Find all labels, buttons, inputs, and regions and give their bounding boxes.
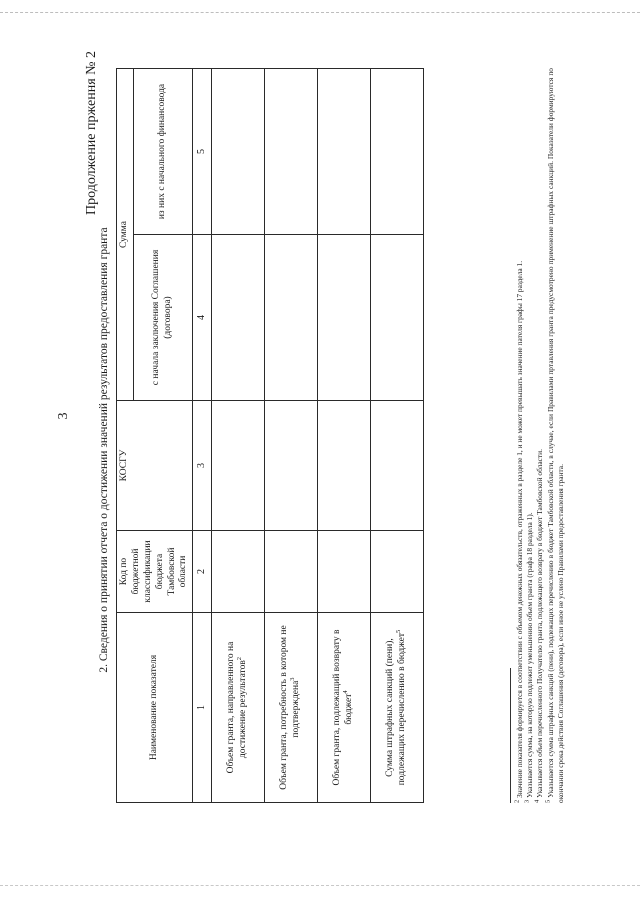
table-cell (265, 69, 318, 235)
table-row (371, 69, 424, 803)
results-table (116, 68, 424, 803)
column-number: 2 (193, 531, 212, 613)
table-cell (371, 69, 424, 235)
section-title: 2. Сведения о принятии отчета о достижении значений результатов предоставления гранта (98, 227, 110, 673)
header-sum-of-which: из них с начального финансовода (134, 69, 193, 235)
column-number-row (193, 69, 212, 803)
footnote: $^3$ Указывается сумма, на которую подлежит уменьшению объем гранта (графа 18 раздела 1). (523, 512, 535, 803)
footnote: $^2$ Значение показателя формируется в соответствии с объемом денежных обязательств, отраженных в разделе 1, и не может превышать значение пателя графы 17 раздела 1. (513, 260, 524, 803)
table-cell (318, 531, 371, 613)
column-number: 3 (193, 401, 212, 531)
header-kosgu: КОСГУ (117, 401, 193, 531)
column-number: 4 (193, 235, 212, 401)
table-cell (318, 401, 371, 531)
footnotes (515, 68, 566, 803)
header-indicator: Наименование показателя (117, 613, 193, 803)
table-cell (318, 235, 371, 401)
header-sum-since-start: с начала заключения Соглашения (договора) (134, 235, 193, 401)
row-label: Объем гранта, направленного на достижение результатов$^2$ (212, 613, 265, 803)
table-cell (265, 401, 318, 531)
footnote-rule (510, 668, 511, 803)
column-number: 1 (193, 613, 212, 803)
table-cell (265, 531, 318, 613)
table-cell (212, 531, 265, 613)
table-row (212, 69, 265, 803)
table-cell (371, 235, 424, 401)
table-cell (212, 235, 265, 401)
page-number: 3 (56, 412, 71, 420)
footnote: $^4$ Указывается объем перечисленного Получателю гранта, подлежащего возврату в бюджет Тамбовской области. (533, 449, 545, 803)
header-row-1 (117, 69, 134, 803)
table-cell (212, 401, 265, 531)
table-cell (371, 401, 424, 531)
footnote: $^5$ Указывается сумма штрафных санкций (пени), подлежащих перечислению в бюджет Тамбовской области, в случае, если Правилами пртавления гранта предусмотрено применение штрафных санкций. Показатели формируются по окончании срока действия Соглашения (договора), если иное не услено Правилами предоставления гранта. (544, 68, 565, 803)
table-cell (318, 69, 371, 235)
table-cell (212, 69, 265, 235)
table-cell (371, 531, 424, 613)
row-label: Объем гранта, подлежащий возврату в бюджет$^4$ (318, 613, 371, 803)
header-budget-code: Код по бюджетной классификации бюджета Тамбовской области (117, 531, 193, 613)
row-label: Сумма штрафных санкций (пени), подлежащих перечислению в бюджет$^5$ (371, 613, 424, 803)
column-number: 5 (193, 69, 212, 235)
header-sum: Сумма (117, 69, 134, 401)
table-row (318, 69, 371, 803)
table-cell (265, 235, 318, 401)
continuation-heading: Продолжение прження № 2 (84, 51, 99, 216)
table-row (265, 69, 318, 803)
row-label: Объем гранта, потребность в котором не подтверждена$^3$ (265, 613, 318, 803)
